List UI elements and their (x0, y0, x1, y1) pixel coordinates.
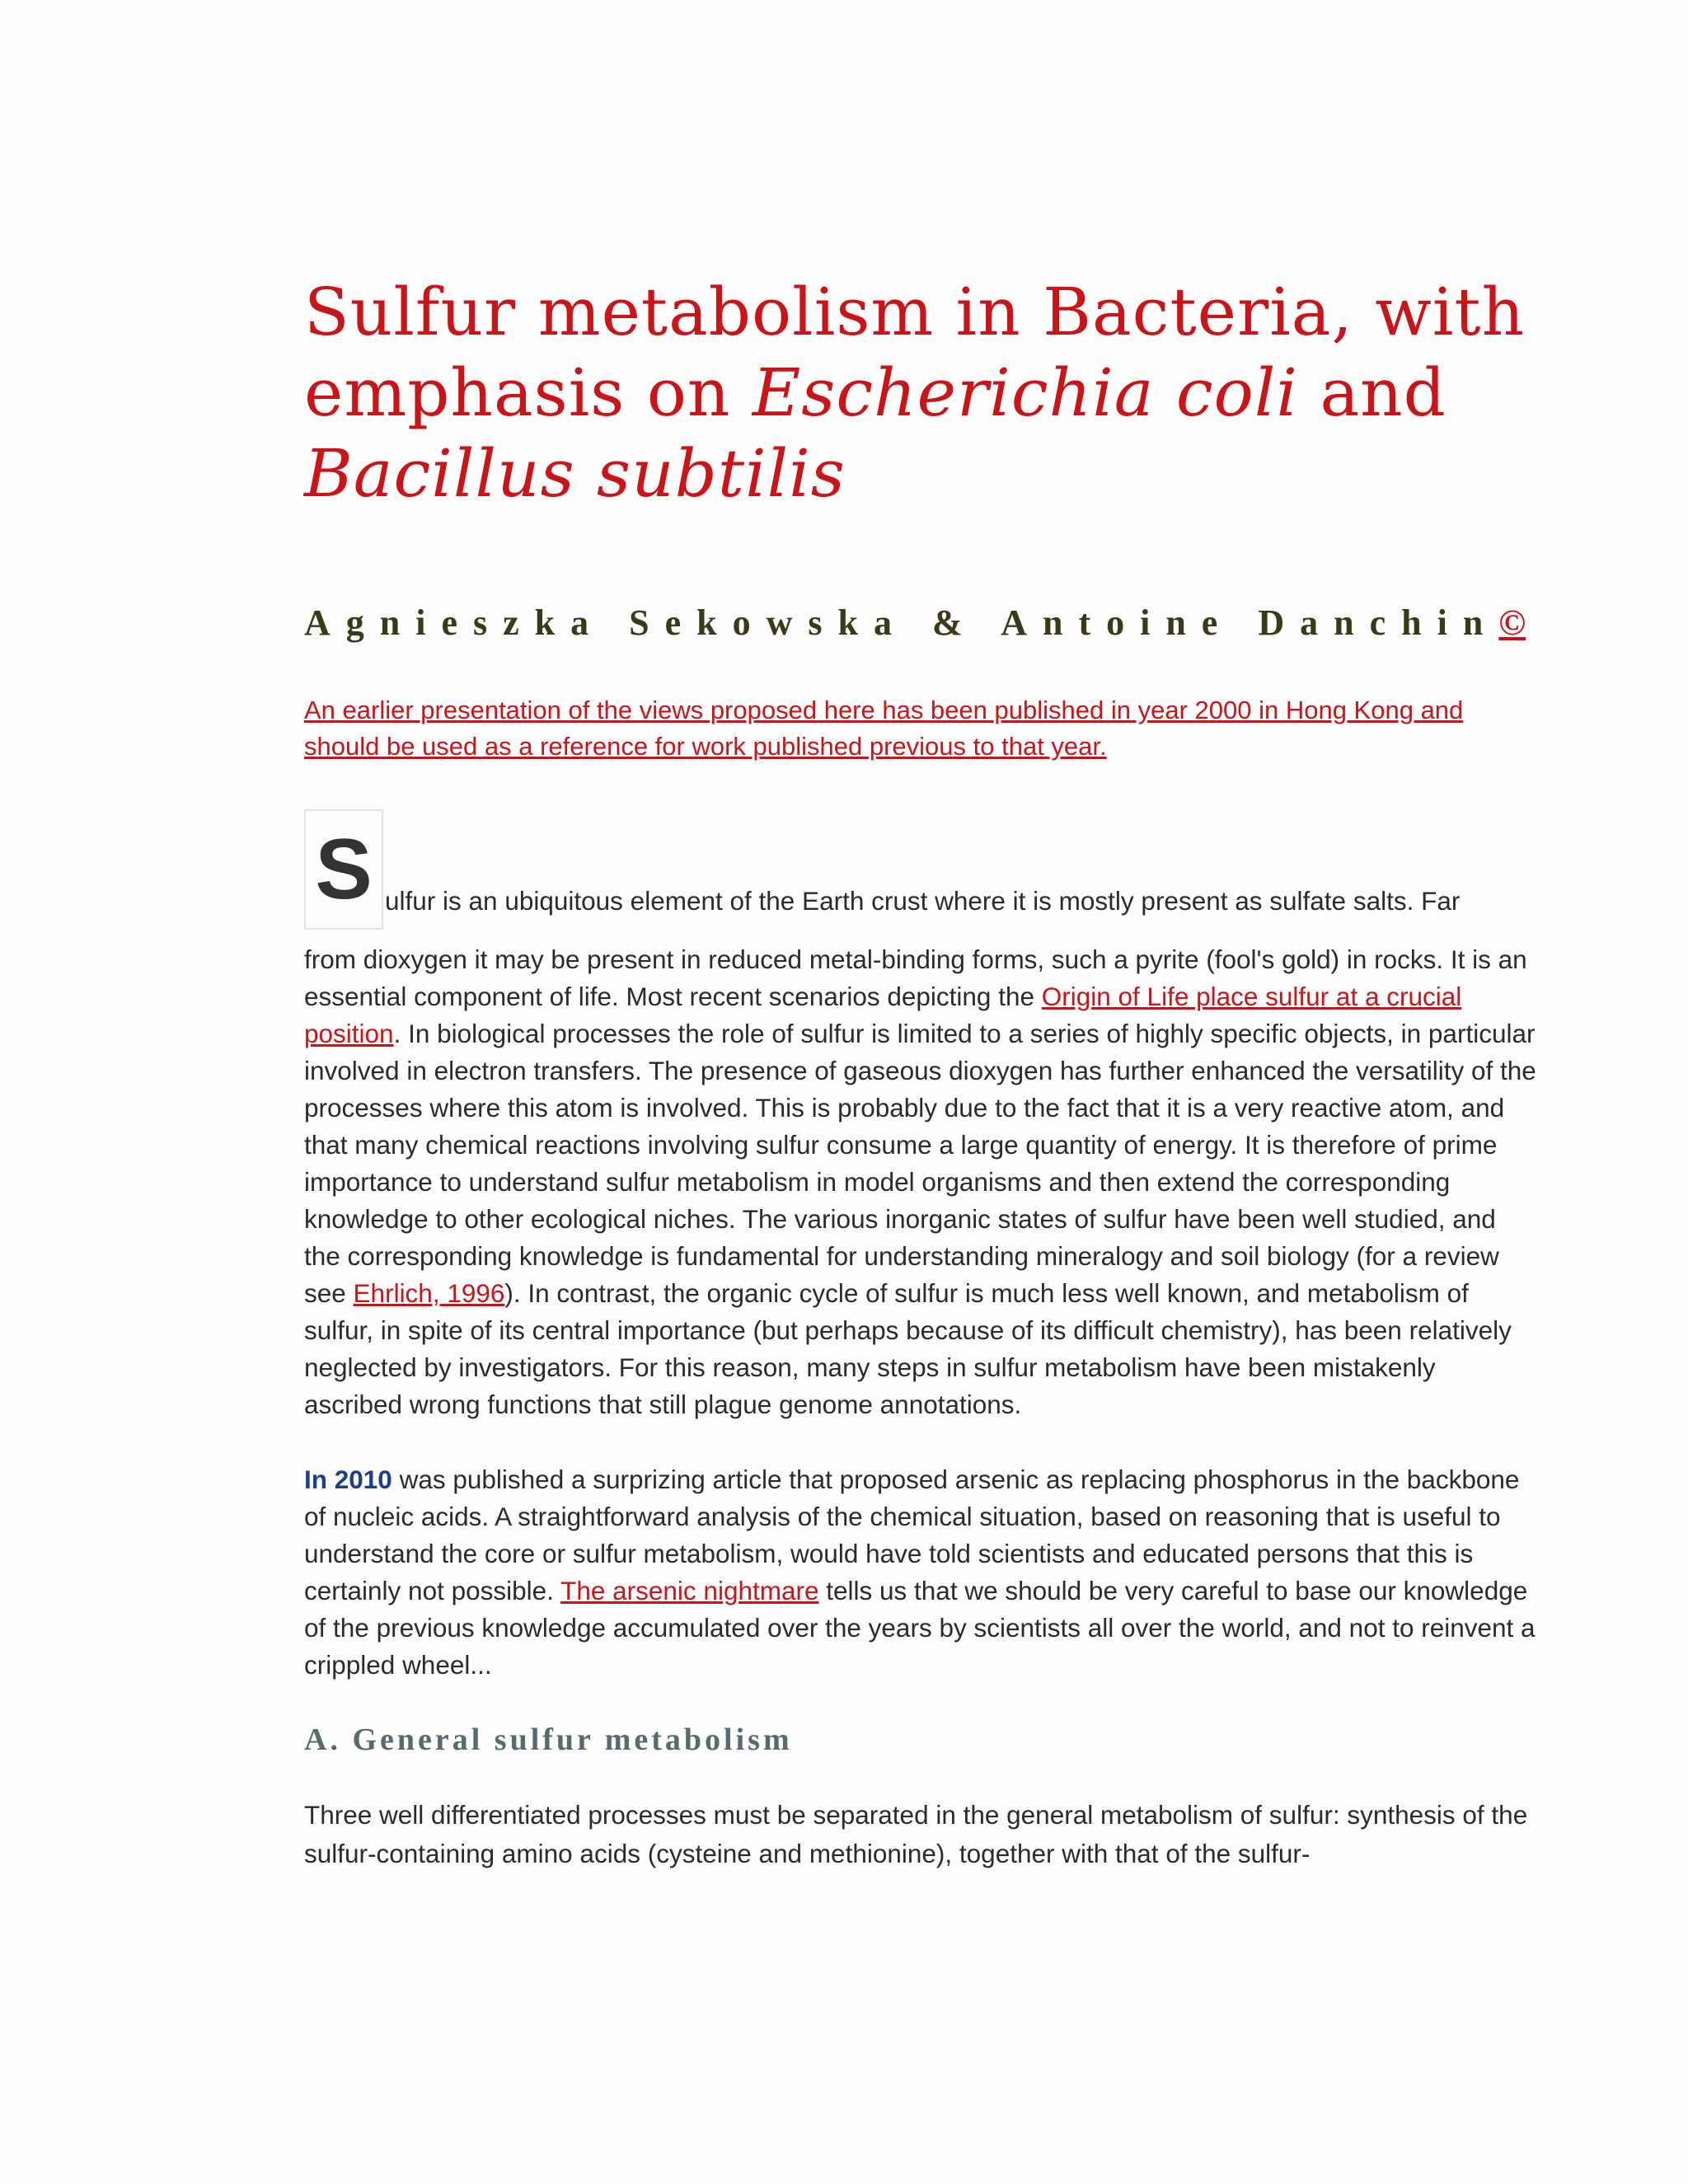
article-content (304, 272, 1536, 1873)
section-heading: A. General sulfur metabolism (304, 1722, 793, 1757)
paragraph-2-text-b: tells us that we should be very careful to base our knowledge of the previous knowledge accumulated over the years by scientists all over the world, and not to reinvent a crippled wheel... (304, 1576, 1536, 1680)
title-italic-bacillus: Bacillus subtilis (304, 435, 846, 512)
origin-of-life-link[interactable]: Origin of Life place sulfur at a crucial position (304, 982, 1462, 1048)
title-part-2: and (1298, 354, 1447, 431)
earlier-presentation-link[interactable]: An earlier presentation of the views proposed here has been published in year 2000 in Hong Kong and should be used as a reference for work published previous to that year. (304, 696, 1464, 761)
drop-cap: S (304, 809, 383, 930)
title-italic-escherichia: Escherichia coli (752, 354, 1299, 431)
arsenic-nightmare-link[interactable]: The arsenic nightmare (560, 1576, 819, 1605)
paragraph-1-first-line-text: ulfur is an ubiquitous element of the Earth crust where it is mostly present as sulfate salts. Far (385, 886, 1461, 916)
title-part-1: Sulfur metabolism in Bacteria, with emphasis on (304, 274, 1526, 431)
copyright-link[interactable]: © (1498, 602, 1526, 643)
author-2: Antoine Danchin (1001, 602, 1499, 643)
author-1: Agnieszka Sekowska (304, 602, 907, 643)
paragraph-3: Three well differentiated processes must be separated in the general metabolism of sulfur: synthesis of the sulfur-containing amino acids (cysteine and methionine), together with that of the sulfur- (304, 1800, 1528, 1868)
ehrlich-1996-link[interactable]: Ehrlich, 1996 (353, 1278, 505, 1308)
paragraph-1-text-a: from dioxygen it may be present in reduced metal-binding forms, such a pyrite (fool's gold) in rocks. It is an essential component of life. Most recent scenarios depicting the (304, 944, 1527, 1011)
paragraph-1-text-b: . In biological processes the role of sulfur is limited to a series of highly specific objects, in particular involved in electron transfers. The presence of gaseous dioxygen has further enhanced the versatility of the processes where this atom is involved. This is probably due to the fact that it is a very reactive atom, and that many chemical reactions involving sulfur consume a large quantity of energy. It is therefore of prime importance to understand sulfur metabolism in model organisms and then extend the corresponding knowledge to other ecological niches. The various inorganic states of sulfur have been well studied, and the corresponding knowledge is fundamental for understanding mineralogy and soil biology (for a review see (304, 1019, 1536, 1308)
paragraph-1 (304, 941, 1536, 1423)
author-separator: & (907, 602, 1001, 643)
paragraph-1-text-c: ). In contrast, the organic cycle of sulfur is much less well known, and metabolism of sulfur, in spite of its central importance (but perhaps because of its difficult chemistry), has been relatively neglected by investigators. For this reason, many steps in sulfur metabolism have been mistakenly ascribed wrong functions that still plague genome annotations. (304, 1278, 1512, 1419)
paragraph-2-lead: In 2010 (304, 1465, 392, 1494)
paragraph-2-text-a: was published a surprizing article that proposed arsenic as replacing phosphorus in the backbone of nucleic acids. A straightforward analysis of the chemical situation, based on reasoning that is useful to understand the core or sulfur metabolism, would have told scientists and educated persons that this is certainly not possible. (304, 1465, 1520, 1605)
page-title (304, 272, 1536, 514)
paragraph-1-first-line (304, 809, 1536, 930)
authors-line (304, 600, 1536, 646)
paragraph-2 (304, 1461, 1536, 1684)
